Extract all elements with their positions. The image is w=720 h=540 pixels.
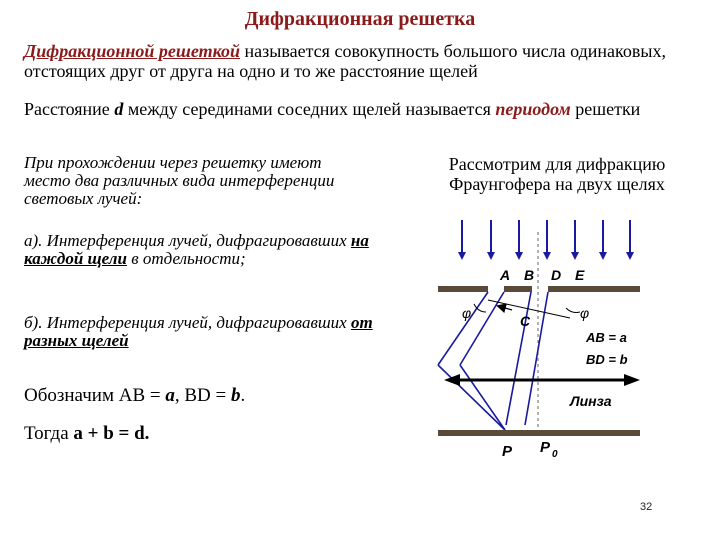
lens-arrow-right [624, 374, 640, 386]
definition-term: Дифракционной решеткой [24, 41, 241, 61]
label-phi-right: φ [580, 305, 590, 321]
label-p0: P [540, 439, 551, 456]
then-formula: a + b = d. [73, 423, 150, 444]
label-e: E [575, 267, 585, 283]
grating-plate [438, 286, 640, 292]
item-a-emph: на каждой щели [24, 231, 369, 268]
lens-arrow-left [444, 374, 460, 386]
period-after: решетки [570, 99, 641, 119]
label-p: P [502, 443, 513, 460]
label-c: C [520, 313, 531, 329]
label-ab-eq: AB = a [586, 330, 627, 345]
label-bd-eq: BD = b [586, 352, 628, 367]
grating-segment [548, 286, 640, 292]
phi-arc-right [566, 308, 580, 313]
item-b-before: б). Интерференция лучей, дифрагировавших [24, 313, 351, 332]
period-symbol: d [114, 99, 124, 119]
notation-mid: , ВD = [174, 385, 231, 406]
label-b: B [524, 267, 535, 283]
label-d: D [551, 267, 562, 283]
fraunhofer-intro: Рассмотрим для дифракцию Фраунгофера на двух щелях [448, 154, 666, 194]
notation-prefix: Обозначим АВ = [24, 385, 166, 406]
ray-left-b [460, 292, 504, 365]
notation-b: b [230, 385, 241, 406]
period-middle: между серединами соседних щелей называется [123, 99, 496, 119]
screen-plate [438, 430, 640, 436]
notation-end: . [240, 385, 246, 406]
ray-center-1 [506, 292, 531, 425]
definition-text: называется совокупность большого числа одинаковых, отстоящих друг от друга на одно и то же расстояние щелей [24, 41, 666, 81]
diffracted-rays [438, 292, 548, 430]
label-lens: Линза [570, 393, 612, 409]
page-number: 32 [640, 501, 653, 513]
item-b-emph: от разных щелей [24, 313, 373, 350]
item-a-before: а). Интерференция лучей, дифрагировавших [24, 231, 351, 250]
ray-to-p-a [438, 365, 505, 430]
page-title: Дифракционная решетка [244, 8, 476, 30]
incident-rays [462, 220, 630, 258]
interference-intro: При прохождении через решетку имеют место два различных вида интерференции световых лучей: [24, 153, 335, 208]
then-prefix: Тогда [24, 423, 74, 444]
period-term: периодом [495, 99, 571, 119]
ray-to-p-b [460, 365, 505, 430]
label-p0-sub: 0 [552, 449, 558, 460]
notation-a: a [165, 385, 175, 406]
label-phi-left: φ [462, 305, 472, 321]
grating-segment [438, 286, 488, 292]
ray-left-a [438, 292, 488, 365]
grating-segment [504, 286, 532, 292]
label-a: A [500, 267, 511, 283]
period-before: Расстояние [24, 99, 115, 119]
wavefront-arrow [498, 306, 512, 310]
item-a-after: в отдельности; [126, 249, 246, 268]
